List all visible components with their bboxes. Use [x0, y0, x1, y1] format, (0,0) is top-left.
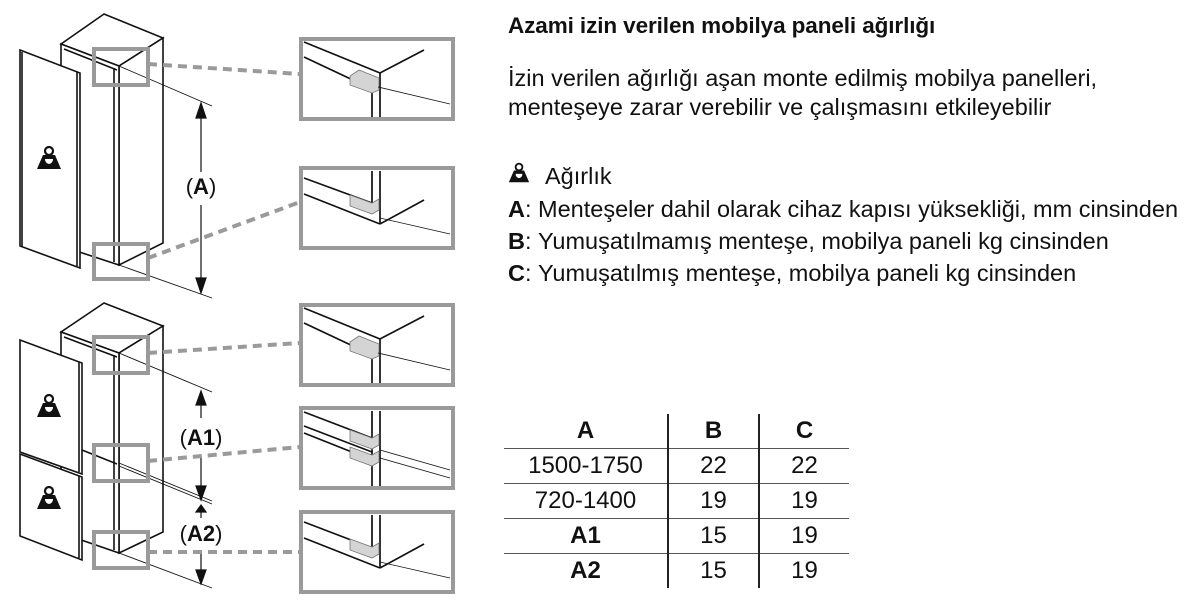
legend-item-b: B: Yumuşatılmamış menteşe, mobilya paneli kg cinsinden [508, 226, 1188, 256]
table-row [504, 519, 849, 554]
table-header-row [504, 414, 849, 449]
dimension-label-a1: (A1) [179, 425, 223, 450]
weight-table [504, 414, 849, 588]
table-row [504, 554, 849, 589]
detail-two-door-top-hinge [301, 305, 453, 385]
detail-two-door-bottom-hinge [301, 512, 453, 592]
detail-top-hinge [301, 39, 453, 119]
table-row [504, 449, 849, 484]
legend-text: Menteşeler dahil olarak cihaz kapısı yüksekliği, mm cinsinden [538, 196, 1179, 222]
intro-paragraph: İzin verilen ağırlığı aşan monte edilmiş mobilya panelleri, menteşeye zarar verebilir ve çalışmasını etkileyebilir [508, 65, 1098, 120]
cell-a: A2 [504, 554, 668, 589]
table-row [504, 484, 849, 519]
legend [508, 161, 1188, 290]
legend-key: C [508, 260, 525, 286]
legend-text: Ağırlık [545, 163, 612, 189]
cell-c: 19 [759, 519, 849, 554]
dimension-label-a2: (A2) [179, 521, 223, 546]
cell-c: 22 [759, 449, 849, 484]
cell-b: 19 [668, 484, 759, 519]
column-header-b: B [668, 414, 759, 449]
cell-b: 22 [668, 449, 759, 484]
cell-b: 15 [668, 519, 759, 554]
weight-icon [508, 161, 530, 185]
legend-item-weight [508, 161, 1188, 192]
column-header-c: C [795, 417, 814, 444]
page-title: Azami izin verilen mobilya paneli ağırlığı [508, 13, 936, 38]
detail-two-door-middle-hinge [301, 408, 453, 488]
cell-c: 19 [759, 484, 849, 519]
legend-item-c: C: Yumuşatılmış menteşe, mobilya paneli kg cinsinden [508, 258, 1188, 288]
legend-key: A [508, 196, 525, 222]
legend-text: Yumuşatılmış menteşe, mobilya paneli kg cinsinden [538, 260, 1077, 286]
legend-text: Yumuşatılmamış menteşe, mobilya paneli kg cinsinden [538, 228, 1109, 254]
cell-a: 1500-1750 [504, 449, 668, 484]
hinge-diagram [0, 0, 470, 600]
dimension-label-a: (A) [185, 174, 217, 199]
cell-c: 19 [759, 554, 849, 589]
legend-key: B [508, 228, 525, 254]
cell-a: A1 [504, 519, 668, 554]
cell-b: 15 [668, 554, 759, 589]
detail-bottom-hinge [301, 168, 453, 248]
legend-item-a: A: Menteşeler dahil olarak cihaz kapısı yüksekliği, mm cinsinden [508, 194, 1188, 224]
column-header-a: A [576, 417, 595, 444]
dimension-a1-a2 [196, 391, 206, 584]
cell-a: 720-1400 [504, 484, 668, 519]
